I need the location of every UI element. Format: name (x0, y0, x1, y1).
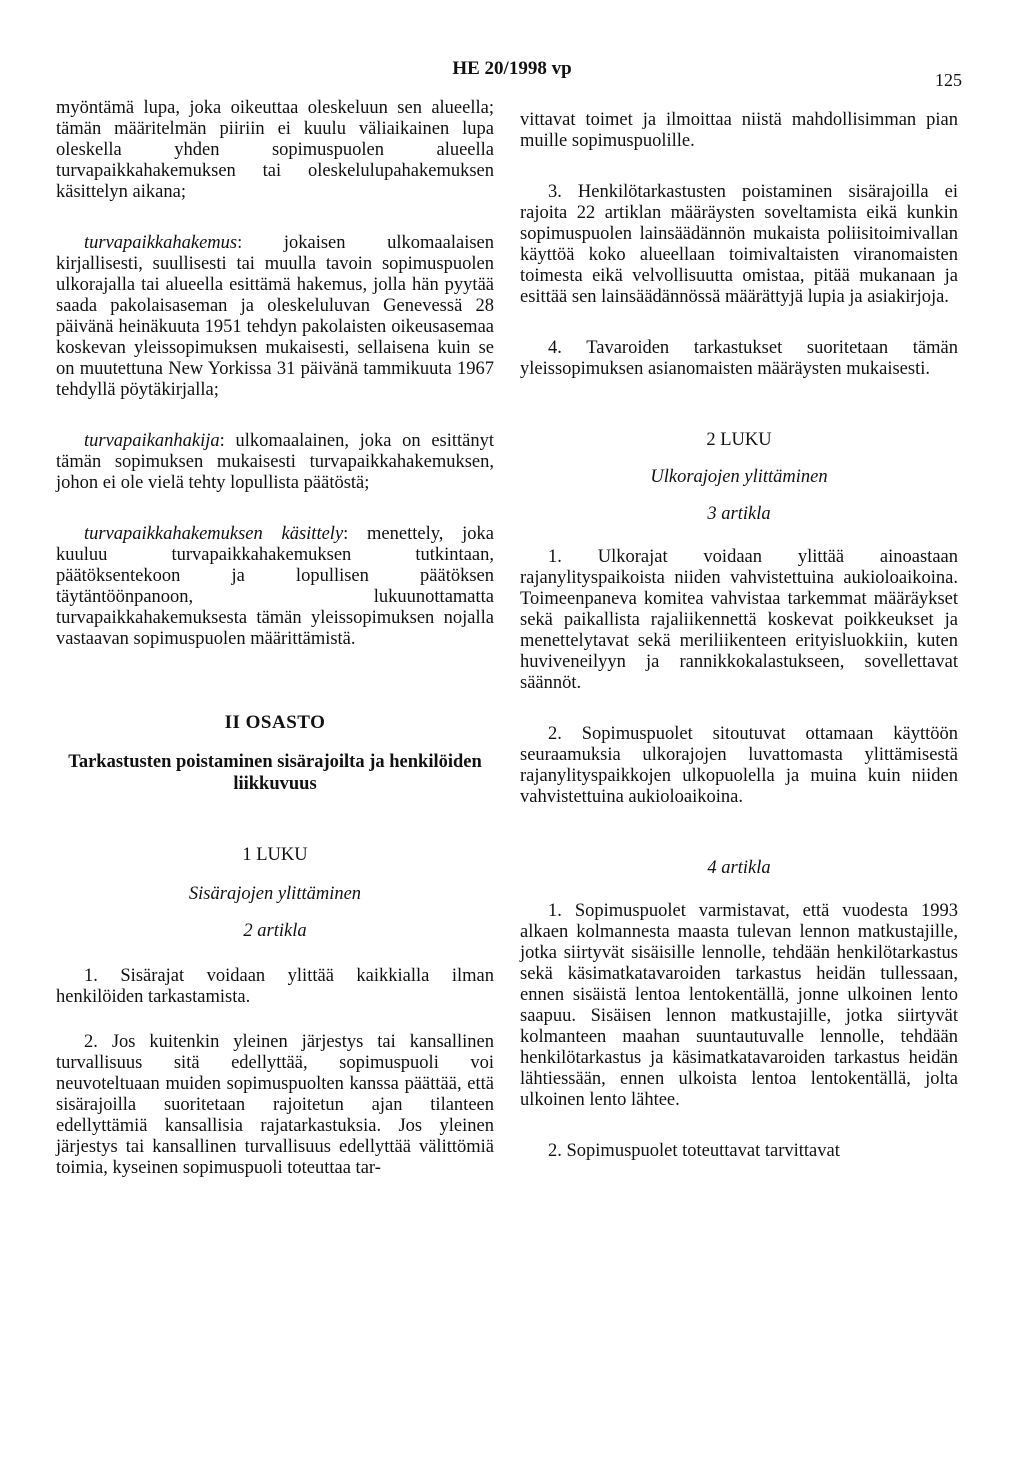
article-heading: 2 artikla (243, 921, 307, 941)
article-paragraph: 4. Tavaroiden tarkastukset suoritetaan tämän yleissopimuksen asianomaisten määräysten mukaisesti. (520, 338, 958, 379)
part-heading: II OSASTO (224, 712, 326, 733)
definition-asylum-application (56, 233, 494, 401)
page-number: 125 (935, 70, 962, 90)
part-title: Tarkastusten poistaminen sisärajoilta ja henkilöiden liikkuvuus (68, 752, 482, 794)
paragraph-continuation: vittavat toimet ja ilmoittaa niistä mahdollisimman pian muille sopimuspuolille. (520, 110, 958, 151)
article-paragraph: 2. Jos kuitenkin yleinen järjestys tai kansallinen turvallisuus sitä edellyttää, sopimuspuoli voi neuvoteltuaan muiden sopimuspuolten kanssa päättää, että sisärajoilla suoritetaan rajoitetun ajan tilanteen edellyttämiä kansallisia rajatarkastuksia. Jos yleinen järjestys tai kansallinen turvallisuus edellyttää välittömiä toimia, kyseinen sopimuspuoli toteuttaa tar- (56, 1032, 494, 1178)
article-paragraph: 3. Henkilötarkastusten poistaminen sisärajoilla ei rajoita 22 artiklan määräysten soveltamista eikä kunkin sopimuspuolen lainsäädännön mukaista poliisitoimivallan käyttöä koko alueellaan toimivaltaisten viranomaisten toimesta eikä velvollisuutta omistaa, pitää mukanaan ja esittää sen lainsäädännössä määrättyjä lupia ja asiakirjoja. (520, 182, 958, 307)
document-title: HE 20/1998 vp (452, 58, 572, 79)
article-paragraph: 1. Sisärajat voidaan ylittää kaikkialla ilman henkilöiden tarkastamista. (56, 966, 494, 1007)
definition-term: turvapaikkahakemuksen käsittely (84, 524, 344, 544)
chapter-heading: 2 LUKU (706, 430, 772, 450)
article-heading: 4 artikla (707, 858, 771, 878)
article-paragraph: 2. Sopimuspuolet sitoutuvat ottamaan käyttöön seuraamuksia ulkorajojen luvattomasta ylittämisestä rajanylityspaikkojen ulkopuolella ja muina kuin niiden vahvistettuina aukioloaikoina. (520, 724, 958, 807)
definition-asylum-seeker (56, 431, 494, 494)
definition-term: turvapaikanhakija (84, 431, 220, 451)
definition-text: : menettely, joka kuuluu turvapaikkahakemuksen tutkintaan, päätöksentekoon ja lopullisen päätöksen täytäntöönpanoon, lukuunottamatta turvapaikkahakemuksesta tämän yleissopimuksen nojalla vastaavan sopimuspuolen määrittämistä. (56, 524, 494, 649)
article-heading: 3 artikla (707, 504, 771, 524)
article-paragraph: 1. Ulkorajat voidaan ylittää ainoastaan rajanylityspaikoista niiden vahvistettuina aukioloaikoina. Toimeenpaneva komitea vahvistaa tarkemmat määräykset sekä paikallista rajaliikennettä koskevat poikkeukset ja menettelytavat sekä meriliikenteen erityisluokkiin, kuten huviveneilyyn ja rannikkokalastukseen, sovellettavat säännöt. (520, 547, 958, 693)
chapter-title: Ulkorajojen ylittäminen (650, 467, 828, 487)
article-paragraph: 1. Sopimuspuolet varmistavat, että vuodesta 1993 alkaen kolmannesta maasta tulevan lennon matkustajille, jotka siirtyvät sisäisille lennolle, tehdään henkilötarkastus sekä käsimatkatavaroiden tarkastus heidän tullessaan, ennen sisäistä lentoa lentokentällä, jonne ulkoinen lento saapuu. Sisäisen lennon matkustajille, jotka siirtyvät kolmanteen maahan suuntautuvalle lennolle, tehdään henkilötarkastus ja käsimatkatavaroiden tarkastus heidän lähtiessään, ennen ulkoista lentoa lentokentällä, jolta ulkoinen lento lähtee. (520, 901, 958, 1110)
definition-term: turvapaikkahakemus (84, 233, 238, 253)
definition-text: : ulkomaalainen, joka on esittänyt tämän sopimuksen mukaisesti turvapaikkahakemuksen, johon ei ole vielä tehty lopullista päätöstä; (56, 431, 494, 493)
right-column (520, 98, 958, 1162)
paragraph-continuation: myöntämä lupa, joka oikeuttaa oleskeluun sen alueella; tämän määritelmän piiriin ei kuulu väliaikainen lupa oleskella yhden sopimuspuolen alueella turvapaikkahakemuksen tai oleskelulupahakemuksen käsittelyn aikana; (56, 98, 494, 202)
article-paragraph: 2. Sopimuspuolet toteuttavat tarvittavat (548, 1141, 840, 1161)
left-column (56, 98, 494, 1179)
chapter-title: Sisärajojen ylittäminen (188, 884, 362, 904)
definition-application-processing (56, 524, 494, 650)
chapter-heading: 1 LUKU (242, 845, 308, 865)
definition-text: : jokaisen ulkomaalaisen kirjallisesti, suullisesti tai muulla tavoin sopimuspuolen ulkorajalla tai alueella esittämä hakemus, jolla hän pyytää saada pakolaisaseman ja oleskeluluvan Genevessä 28 päivänä heinäkuuta 1951 tehdyn pakolaisten oikeusasemaa koskevan yleissopimuksen mukaisesti, sellaisena kuin se on muutettuna New Yorkissa 31 päivänä tammikuuta 1967 tehdyllä pöytäkirjalla; (56, 233, 494, 400)
